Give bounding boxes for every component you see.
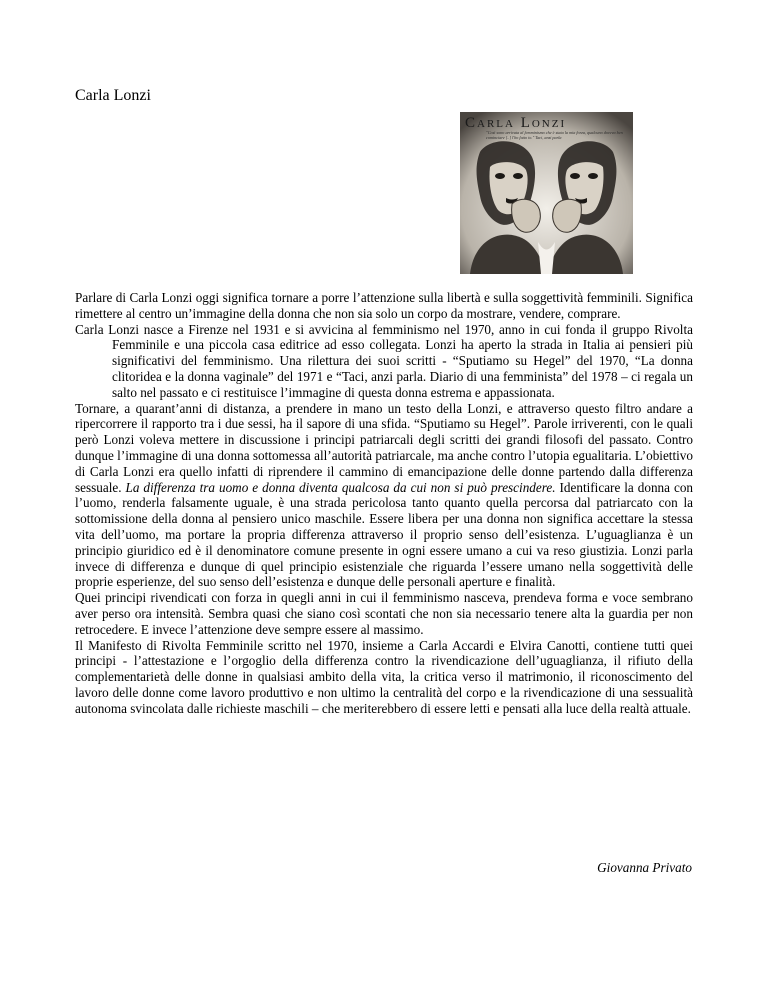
paragraph-principles: Quei principi rivendicati con forza in quegli anni in cui il femminismo nasceva, prendeva forma e voce sembrano aver perso ora intensità. Sembra quasi che siano così scontati che non sia necessario tenere alta la guardia per non retrocedere. E invece l’attenzione deve sempre essere al massimo. — [75, 590, 693, 637]
cover-quote: "Così sono arrivata al femminismo che è stata la mia forza, qualcuno doveva ben cominciare [..] l'ho fatto io." Taci, anzi parla — [486, 130, 623, 140]
book-cover-image — [460, 112, 633, 274]
paragraph-hegel — [75, 401, 693, 591]
cover-title: Carla Lonzi — [465, 115, 567, 131]
paragraph-hegel-text: Tornare, a quarant’anni di distanza, a prendere in mano un testo della Lonzi, e attraverso questo filtro andare a ripercorrere il rapporto tra i due sessi, ha il sapore di una sfida. “Sputiamo su Hegel”. Parole irriverenti, con le quali però Lonzi voleva mettere in discussione i principi patriarcali degli scritti dei grandi filosofi del passato. Contro dunque l’immagine di una donna sottomessa all’autorità patriarcale, ma anche contro l’utopia egualitaria. L’obiettivo di Carla Lonzi era quello infatti di riprendere il cammino di emancipazione delle donne partendo dalla differenza sessuale. — [75, 400, 693, 495]
author-signature: Giovanna Privato — [597, 860, 692, 875]
paragraph-hegel-continued: Identificare la donna con l’uomo, renderla falsamente uguale, è una strada pericolosa tanto quanto quella percorsa dal patriarcato con la sottomissione della donna al pensiero unico maschile. Essere libera per una donna non significa accettare la stessa vita dell’uomo, ma portare la propria differenza attraverso il proprio senso dell’esistenza. L’uguaglianza è un principio giuridico ed è il denominatore comune presente in ogni essere umano a cui va reso giustizia. Lonzi parla invece di differenza e dunque di quel principio esistenziale che riguarda l’essere umano nella soggettività delle proprie esperienze, del suo senso dell’esistenza e dunque delle personali aperture e finalità. — [75, 479, 694, 590]
paragraph-biography: Carla Lonzi nasce a Firenze nel 1931 e si avvicina al femminismo nel 1970, anno in cui fonda il gruppo Rivolta Femminile e una piccola casa editrice ad esso collegata. Lonzi ha aperto la strada in Italia ai pensieri più significativi del femminismo. Una rilettura dei suoi scritti - “Sputiamo su Hegel” del 1970, “La donna clitoridea e la donna vaginale” del 1971 e “Taci, anzi parla. Diario di una femminista” del 1978 – ci regala un salto nel passato e ci restituisce l’immagine di questa donna estrema e appassionata. — [75, 321, 693, 400]
paragraph-hegel-emphasis: La differenza tra uomo e donna diventa qualcosa da cui non si può prescindere. — [125, 479, 556, 495]
paragraph-manifesto: Il Manifesto di Rivolta Femminile scritto nel 1970, insieme a Carla Accardi e Elvira Canotti, contiene tutti quei principi - l’attestazione e l’orgoglio della differenza contro la rivendicazione dell’uguaglianza, il rifiuto della complementarietà delle donne in qualsiasi ambito della vita, la critica verso il matrimonio, il riconoscimento del lavoro delle donne come lavoro produttivo e non ultimo la centralità del corpo e la rivendicazione di una sessualità autonoma svincolata dalle richieste maschili – che meriterebbero di essere letti e pensati alla luce della realtà attuale. — [75, 637, 693, 716]
article-body — [75, 290, 693, 717]
paragraph-intro: Parlare di Carla Lonzi oggi significa tornare a porre l’attenzione sulla libertà e sulla soggettività femminili. Significa rimettere al centro un’immagine della donna che non sia solo un corpo da mostrare, vendere, comprare. — [75, 290, 693, 321]
page-title: Carla Lonzi — [75, 87, 151, 104]
